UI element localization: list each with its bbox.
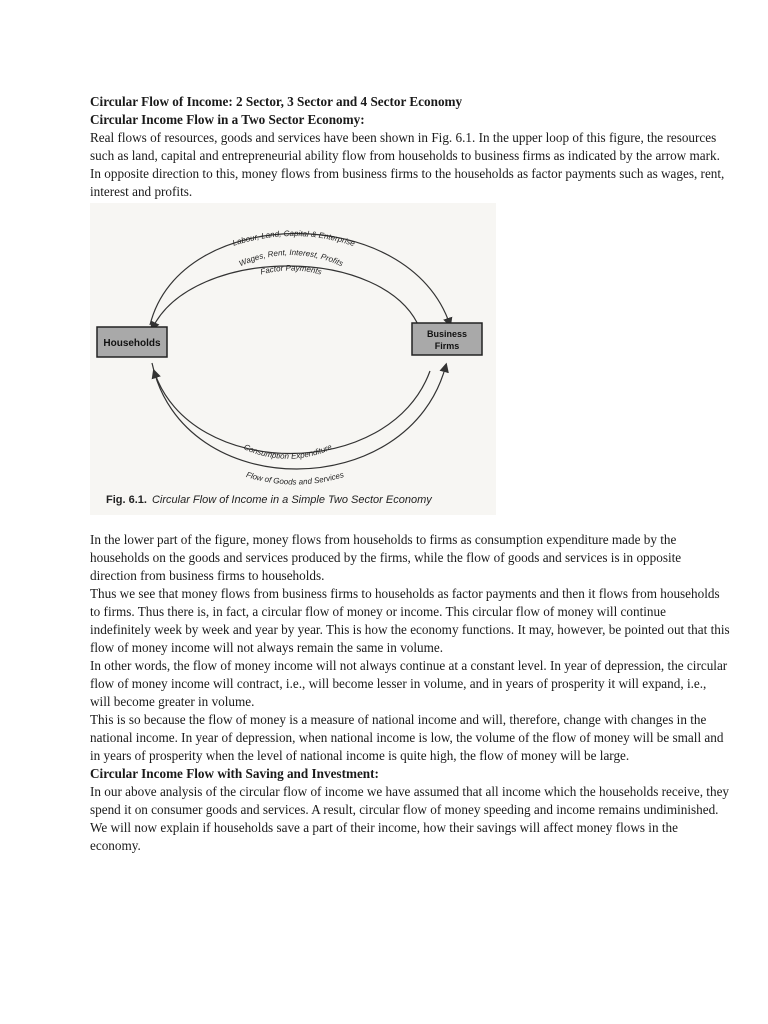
top-outer-flow-label: Labour, Land, Capital & Enterprise bbox=[231, 228, 357, 249]
document-title: Circular Flow of Income: 2 Sector, 3 Sector and 4 Sector Economy bbox=[90, 94, 463, 109]
paragraph: In our above analysis of the circular flow of income we have assumed that all income which the households receive, they spend it on consumer goods and services. A result, circular flow of money speeding and income remains undiminished. We will now explain if households save a part of their income, how their savings will affect money flows in the economy. bbox=[90, 784, 730, 853]
flow-of-goods-label: Flow of Goods and Services bbox=[245, 470, 345, 487]
figure-caption-label: Fig. 6.1. bbox=[106, 494, 147, 506]
top-inner-flow-label: Wages, Rent, Interest, Profits bbox=[237, 247, 345, 269]
paragraph: Real flows of resources, goods and services have been shown in Fig. 6.1. In the upper loop of this figure, the resources such as land, capital and entrepreneurial ability flow from households to business firms as indicated by the arrow mark. bbox=[90, 130, 720, 163]
document-page bbox=[90, 93, 730, 855]
inner-bottom-flow-line bbox=[154, 371, 430, 454]
outer-top-flow-line bbox=[150, 234, 450, 326]
figure-caption bbox=[106, 494, 433, 506]
households-label: Households bbox=[103, 338, 161, 349]
business-firms-label-line2: Firms bbox=[434, 341, 460, 351]
paragraph: Thus we see that money flows from business firms to households as factor payments and then it flows from households to firms. Thus there is, in fact, a circular flow of money or income. This circular flow of money will continue indefinitely week by week and year by year. This is how the economy functions. It may, however, be pointed out that this flow of money income will not always remain the same in volume. bbox=[90, 586, 730, 655]
section-heading-saving-investment: Circular Income Flow with Saving and Investment: bbox=[90, 766, 379, 781]
paragraph: In other words, the flow of money income will not always continue at a constant level. In year of depression, the circular flow of money income will contract, i.e., will become lesser in volume, and in years of prosperity it will expand, i.e., will become greater in volume. bbox=[90, 658, 728, 709]
inner-top-flow-line bbox=[152, 266, 420, 329]
paragraph: This is so because the flow of money is a measure of national income and will, therefore, change with changes in the national income. In year of depression, when national income is low, the volume of the flow of money will be small and in years of prosperity when the level of national income is quite high, the flow of money will be large. bbox=[90, 712, 724, 763]
consumption-expenditure-label: Consumption Expenditure bbox=[242, 442, 334, 461]
figure-caption-text: Circular Flow of Income in a Simple Two Sector Economy bbox=[151, 494, 432, 506]
paragraph: In opposite direction to this, money flows from business firms to the households as factor payments such as wages, rent, interest and profits. bbox=[90, 166, 725, 199]
circular-flow-diagram bbox=[90, 203, 496, 515]
paragraph: In the lower part of the figure, money flows from households to firms as consumption expenditure made by the households on the goods and services produced by the firms, while the flow of goods and services is in opposite direction from business firms to households. bbox=[90, 532, 682, 583]
business-firms-label-line1: Business bbox=[426, 329, 468, 339]
section-heading-two-sector: Circular Income Flow in a Two Sector Economy: bbox=[90, 112, 365, 127]
factor-payments-label: Factor Payments bbox=[259, 263, 323, 277]
circular-flow-figure bbox=[90, 203, 496, 515]
